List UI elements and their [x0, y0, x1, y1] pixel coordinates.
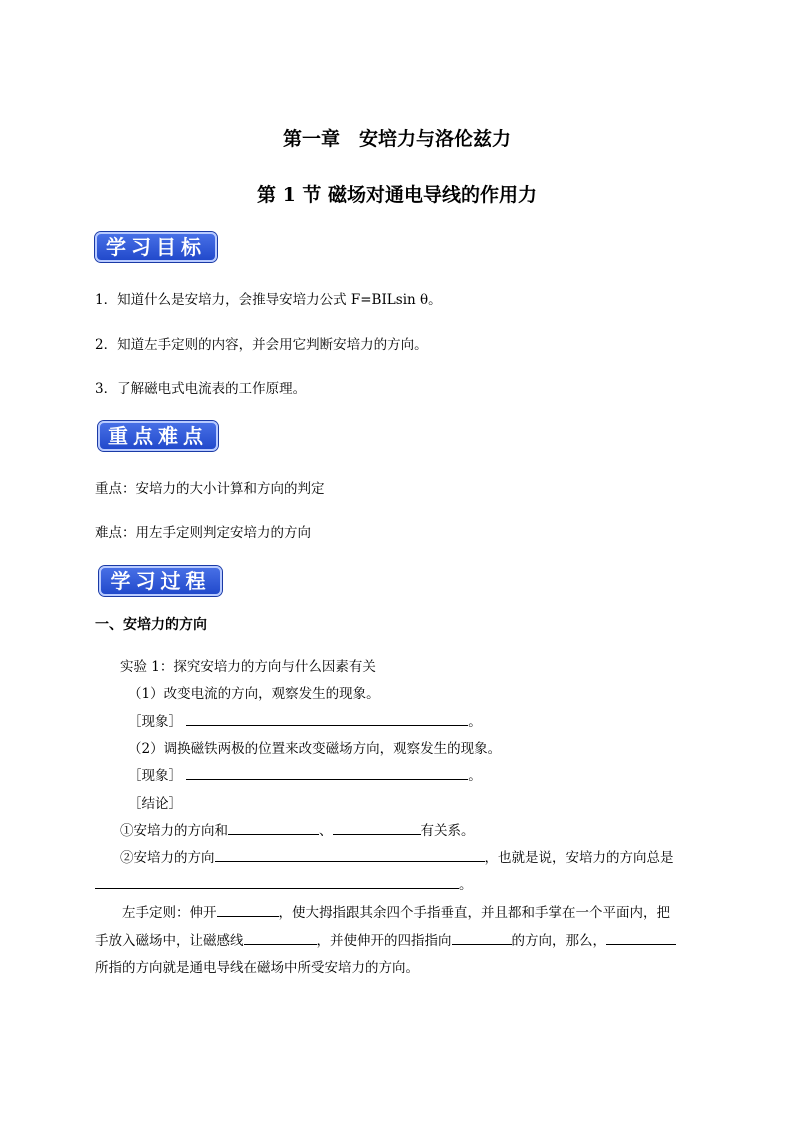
objective-item-2: 2．知道左手定则的内容，并会用它判断安培力的方向。	[95, 337, 428, 353]
answer-blank[interactable]	[452, 930, 512, 945]
separator: 、	[319, 823, 333, 839]
phenomenon-label: ［现象］	[128, 768, 182, 784]
answer-blank[interactable]	[95, 874, 459, 889]
left-hand-rule-line-1	[122, 901, 670, 921]
answer-blank[interactable]	[228, 820, 319, 835]
conclusion-1-suffix: 有关系。	[420, 823, 475, 839]
left-hand-rule-line-3: 所指的方向就是通电导线在磁场中所受安培力的方向。	[95, 960, 419, 976]
left-hand-rule-text: 的方向，那么，	[511, 933, 606, 949]
experiment-title: 实验 1：探究安培力的方向与什么因素有关	[120, 659, 376, 675]
answer-blank[interactable]	[244, 930, 317, 945]
step-2: （2）调换磁铁两极的位置来改变磁场方向，观察发生的现象。	[128, 741, 502, 757]
step-1: （1）改变电流的方向，观察发生的现象。	[128, 686, 380, 702]
conclusion-1	[120, 819, 475, 839]
left-hand-rule-line-2	[95, 929, 676, 949]
objectives-badge: 学习目标	[95, 232, 217, 262]
chapter-title: 第一章 安培力与洛伦兹力	[282, 128, 511, 150]
phenomenon-label: ［现象］	[128, 714, 182, 730]
process-badge: 学习过程	[99, 566, 222, 596]
key-points-badge: 重点难点	[98, 421, 218, 451]
left-hand-rule-text: ，使大拇指跟其余四个手指垂直，并且都和手掌在一个平面内，把	[278, 905, 670, 921]
conclusion-label: ［结论］	[128, 796, 182, 812]
answer-blank[interactable]	[606, 930, 676, 945]
conclusion-2-prefix: ②安培力的方向	[120, 850, 215, 866]
focus-text: 重点：安培力的大小计算和方向的判定	[95, 481, 325, 497]
answer-blank[interactable]	[217, 902, 279, 917]
answer-blank[interactable]	[186, 765, 468, 780]
difficulty-text: 难点：用左手定则判定安培力的方向	[95, 525, 311, 541]
conclusion-2-continued	[95, 873, 473, 893]
period: 。	[468, 714, 482, 730]
answer-blank[interactable]	[186, 711, 468, 726]
left-hand-rule-text: ，并使伸开的四指指向	[316, 933, 452, 949]
conclusion-2-suffix: ，也就是说，安培力的方向总是	[484, 850, 674, 866]
section-heading: 一、安培力的方向	[95, 617, 207, 633]
conclusion-1-prefix: ①安培力的方向和	[120, 823, 228, 839]
left-hand-rule-text: 左手定则：伸开	[122, 905, 217, 921]
answer-blank[interactable]	[333, 820, 421, 835]
period: 。	[468, 768, 482, 784]
left-hand-rule-text: 手放入磁场中，让磁感线	[95, 933, 244, 949]
conclusion-2	[120, 846, 674, 866]
answer-blank[interactable]	[215, 847, 485, 862]
section-title: 第 1 节 磁场对通电导线的作用力	[256, 184, 538, 206]
phenomenon-line-2	[128, 764, 482, 784]
objective-item-1: 1．知道什么是安培力，会推导安培力公式 F=BILsin θ。	[95, 292, 442, 308]
phenomenon-line-1	[128, 710, 482, 730]
objective-item-3: 3．了解磁电式电流表的工作原理。	[95, 381, 307, 397]
period: 。	[459, 877, 473, 893]
